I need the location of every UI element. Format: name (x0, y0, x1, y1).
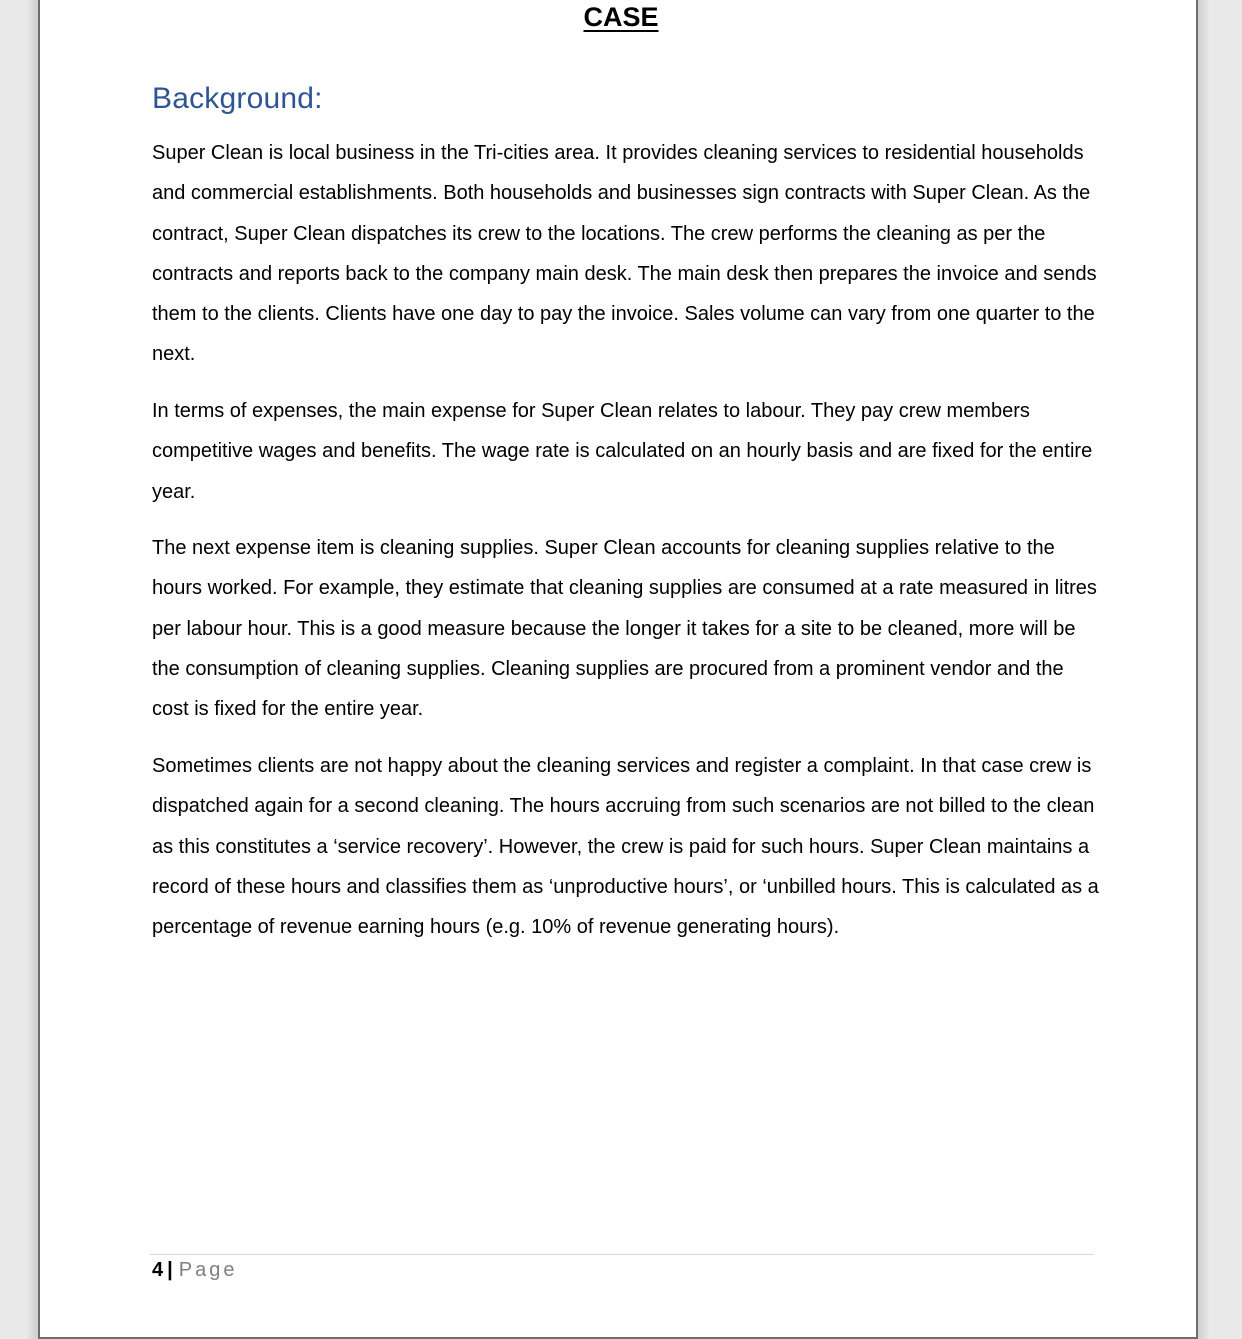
footer-divider (150, 1254, 1094, 1255)
page-number: 4 (152, 1259, 164, 1281)
paragraph-4: Sometimes clients are not happy about the cleaning services and register a complaint. In that case crew is dispatched again for a second cleaning. The hours accruing from such scenarios are not billed to the clean as this constitutes a ‘service recovery’. However, the crew is paid for such hours. Super Clean maintains a record of these hours and classifies them as ‘unproductive hours’, or ‘unbilled hours. This is calculated as a percentage of revenue earning hours (e.g. 10% of revenue generating hours). (152, 755, 1099, 939)
page-shadow-left (26, 0, 38, 1339)
section-heading-background: Background: (152, 82, 323, 115)
page-word: Page (178, 1259, 238, 1281)
paragraph-3: The next expense item is cleaning supplies. Super Clean accounts for cleaning supplies relative to the hours worked. For example, they estimate that cleaning supplies are consumed at a rate measured in litres per labour hour. This is a good measure because the longer it takes for a site to be cleaned, more will be the consumption of cleaning supplies. Cleaning supplies are procured from a prominent vendor and the cost is fixed for the entire year. (152, 537, 1097, 721)
page-shadow-right (1198, 0, 1210, 1339)
page-footer (152, 1259, 237, 1282)
footer-separator: | (167, 1259, 173, 1281)
paragraph-1: Super Clean is local business in the Tri-cities area. It provides cleaning services to residential households and commercial establishments. Both households and businesses sign contracts with Super Clean. As the contract, Super Clean dispatches its crew to the locations. The crew performs the cleaning as per the contracts and reports back to the company main desk. The main desk then prepares the invoice and sends them to the clients. Clients have one day to pay the invoice. Sales volume can vary from one quarter to the next. (152, 142, 1097, 366)
page-title: CASE (583, 2, 659, 32)
paragraph-2: In terms of expenses, the main expense for Super Clean relates to labour. They pay crew members competitive wages and benefits. The wage rate is calculated on an hourly basis and are fixed for the entire year. (152, 400, 1093, 503)
